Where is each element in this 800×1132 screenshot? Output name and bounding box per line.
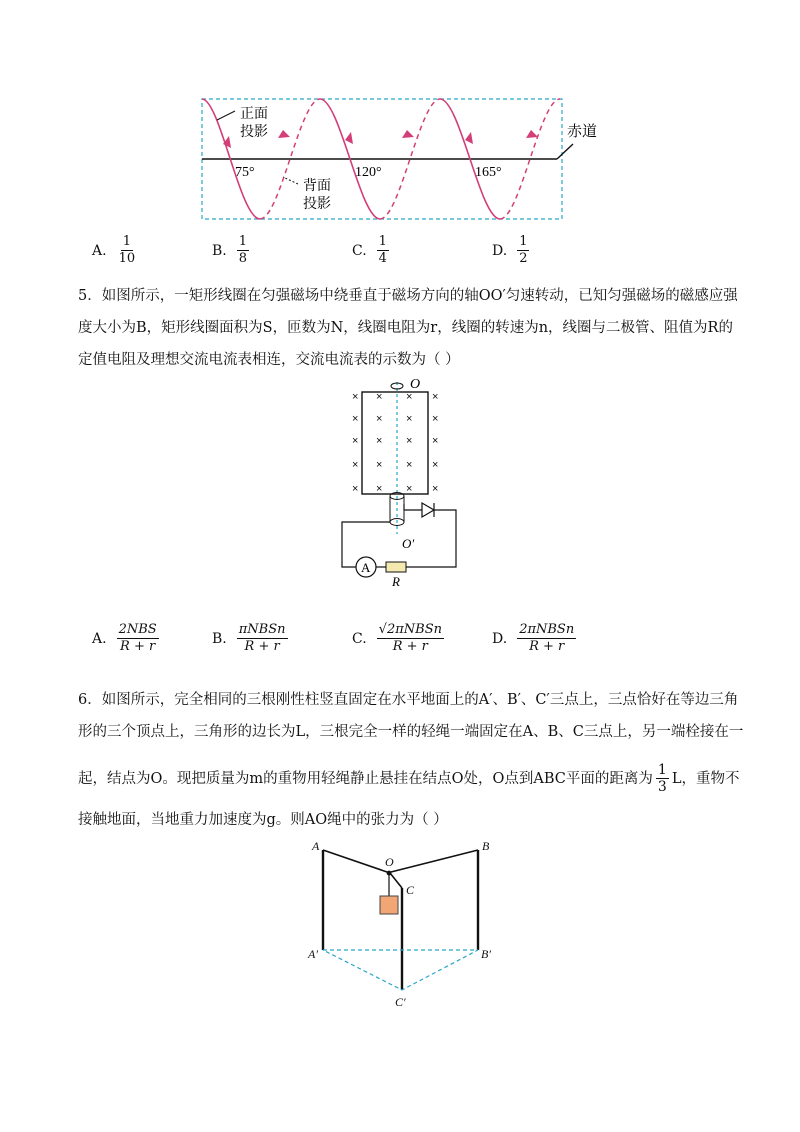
q6-fraction-numerator: 1 — [657, 762, 667, 778]
q6-line-2: 形的三个顶点上，三角形的边长为L，三根完全一样的轻绳一端固定在A、B、C三点上，另一端栓接在一 — [78, 724, 744, 740]
q5-option-b[interactable]: B. $\frac{\text{πNBSn}}{R + r}$ — [212, 622, 286, 654]
q4-label-front-1: 正面 — [240, 106, 268, 122]
svg-text:×: × — [352, 483, 359, 495]
q4-label-back-2: 投影 — [303, 196, 331, 212]
q5-label-o-prime: O′ — [402, 536, 415, 551]
q4-label-equator: 赤道 — [567, 122, 598, 140]
q5-option-a[interactable]: A. $\frac{\text{2NBS}}{R + r}$ — [92, 622, 157, 654]
q4-angle-75: 75° — [235, 165, 255, 180]
svg-text:×: × — [432, 391, 439, 403]
svg-text:×: × — [376, 459, 383, 471]
q4-label-front-2: 投影 — [240, 124, 268, 140]
q6-label-b-prime: B′ — [481, 947, 491, 961]
svg-text:×: × — [406, 413, 413, 425]
svg-text:×: × — [432, 459, 439, 471]
q4-option-d[interactable]: D. $\frac{1}{2}$ — [492, 234, 528, 266]
svg-text:×: × — [376, 413, 383, 425]
q6-line-4: 接触地面，当地重力加速度为g。则AO绳中的张力为（ ） — [78, 812, 448, 828]
q5-line-1: 5．如图所示，一矩形线圈在匀强磁场中绕垂直于磁场方向的轴OO′匀速转动，已知匀强磁场的磁感应强 — [78, 288, 738, 304]
q4-option-b[interactable]: B. $\frac{1}{8}$ — [212, 234, 248, 266]
q4-angle-165: 165° — [475, 165, 502, 180]
svg-text:×: × — [352, 391, 359, 403]
svg-text:×: × — [352, 459, 359, 471]
svg-text:×: × — [432, 435, 439, 447]
svg-text:×: × — [376, 435, 383, 447]
q4-option-a[interactable]: A. $\frac{1}{10}$ — [92, 234, 136, 266]
q6-label-a: A — [312, 839, 320, 853]
svg-text:×: × — [406, 391, 413, 403]
svg-text:×: × — [376, 483, 383, 495]
q6-label-c-prime: C′ — [395, 995, 406, 1009]
svg-text:×: × — [406, 459, 413, 471]
q5-label-r: R — [392, 574, 400, 589]
svg-text:×: × — [432, 483, 439, 495]
svg-text:×: × — [376, 391, 383, 403]
q6-label-o: O — [385, 855, 394, 869]
q4-angle-120: 120° — [355, 165, 382, 180]
q5-coil-circuit-figure — [330, 372, 470, 590]
q5-line-3: 定值电阻及理想交流电流表相连，交流电流表的示数为（ ） — [78, 352, 460, 368]
q6-label-c: C — [406, 883, 415, 897]
q5-line-2: 度大小为B，矩形线圈面积为S，匝数为N，线圈电阻为r，线圈的转速为n，线圈与二极管、阻值为R的 — [78, 320, 733, 336]
svg-text:×: × — [352, 435, 359, 447]
q6-line-3-text-before: 起，结点为O。现把质量为m的重物用轻绳静止悬挂在结点O处，O点到ABC平面的距离为 — [78, 770, 653, 787]
q5-label-o: O — [410, 377, 421, 392]
q5-option-c[interactable]: C. $\frac{\text{√2πNBSn}}{R + r}$ — [352, 622, 442, 654]
q4-label-back-1: 背面 — [303, 178, 331, 194]
q4-option-c[interactable]: C. $\frac{1}{4}$ — [352, 234, 387, 266]
q6-label-b: B — [482, 839, 490, 853]
q6-line-3 — [78, 762, 739, 795]
q6-pillars-figure — [305, 836, 505, 1016]
q6-label-a-prime: A′ — [308, 947, 318, 961]
magnetic-field-crosses — [352, 391, 438, 495]
q6-line-3-text-after: L，重物不 — [671, 770, 740, 787]
q6-fraction-denominator: 3 — [657, 779, 667, 795]
svg-text:×: × — [406, 483, 413, 495]
svg-text:×: × — [432, 413, 439, 425]
svg-text:×: × — [406, 435, 413, 447]
q5-option-d[interactable]: D. $\frac{\text{2πNBSn}}{R + r}$ — [492, 622, 575, 654]
ammeter-icon: A — [361, 560, 371, 575]
q4-projection-figure — [195, 92, 615, 227]
q6-line-1: 6．如图所示，完全相同的三根刚性柱竖直固定在水平地面上的A′、B′、C′三点上，三点恰好在等边三角 — [78, 692, 739, 708]
svg-text:×: × — [352, 413, 359, 425]
